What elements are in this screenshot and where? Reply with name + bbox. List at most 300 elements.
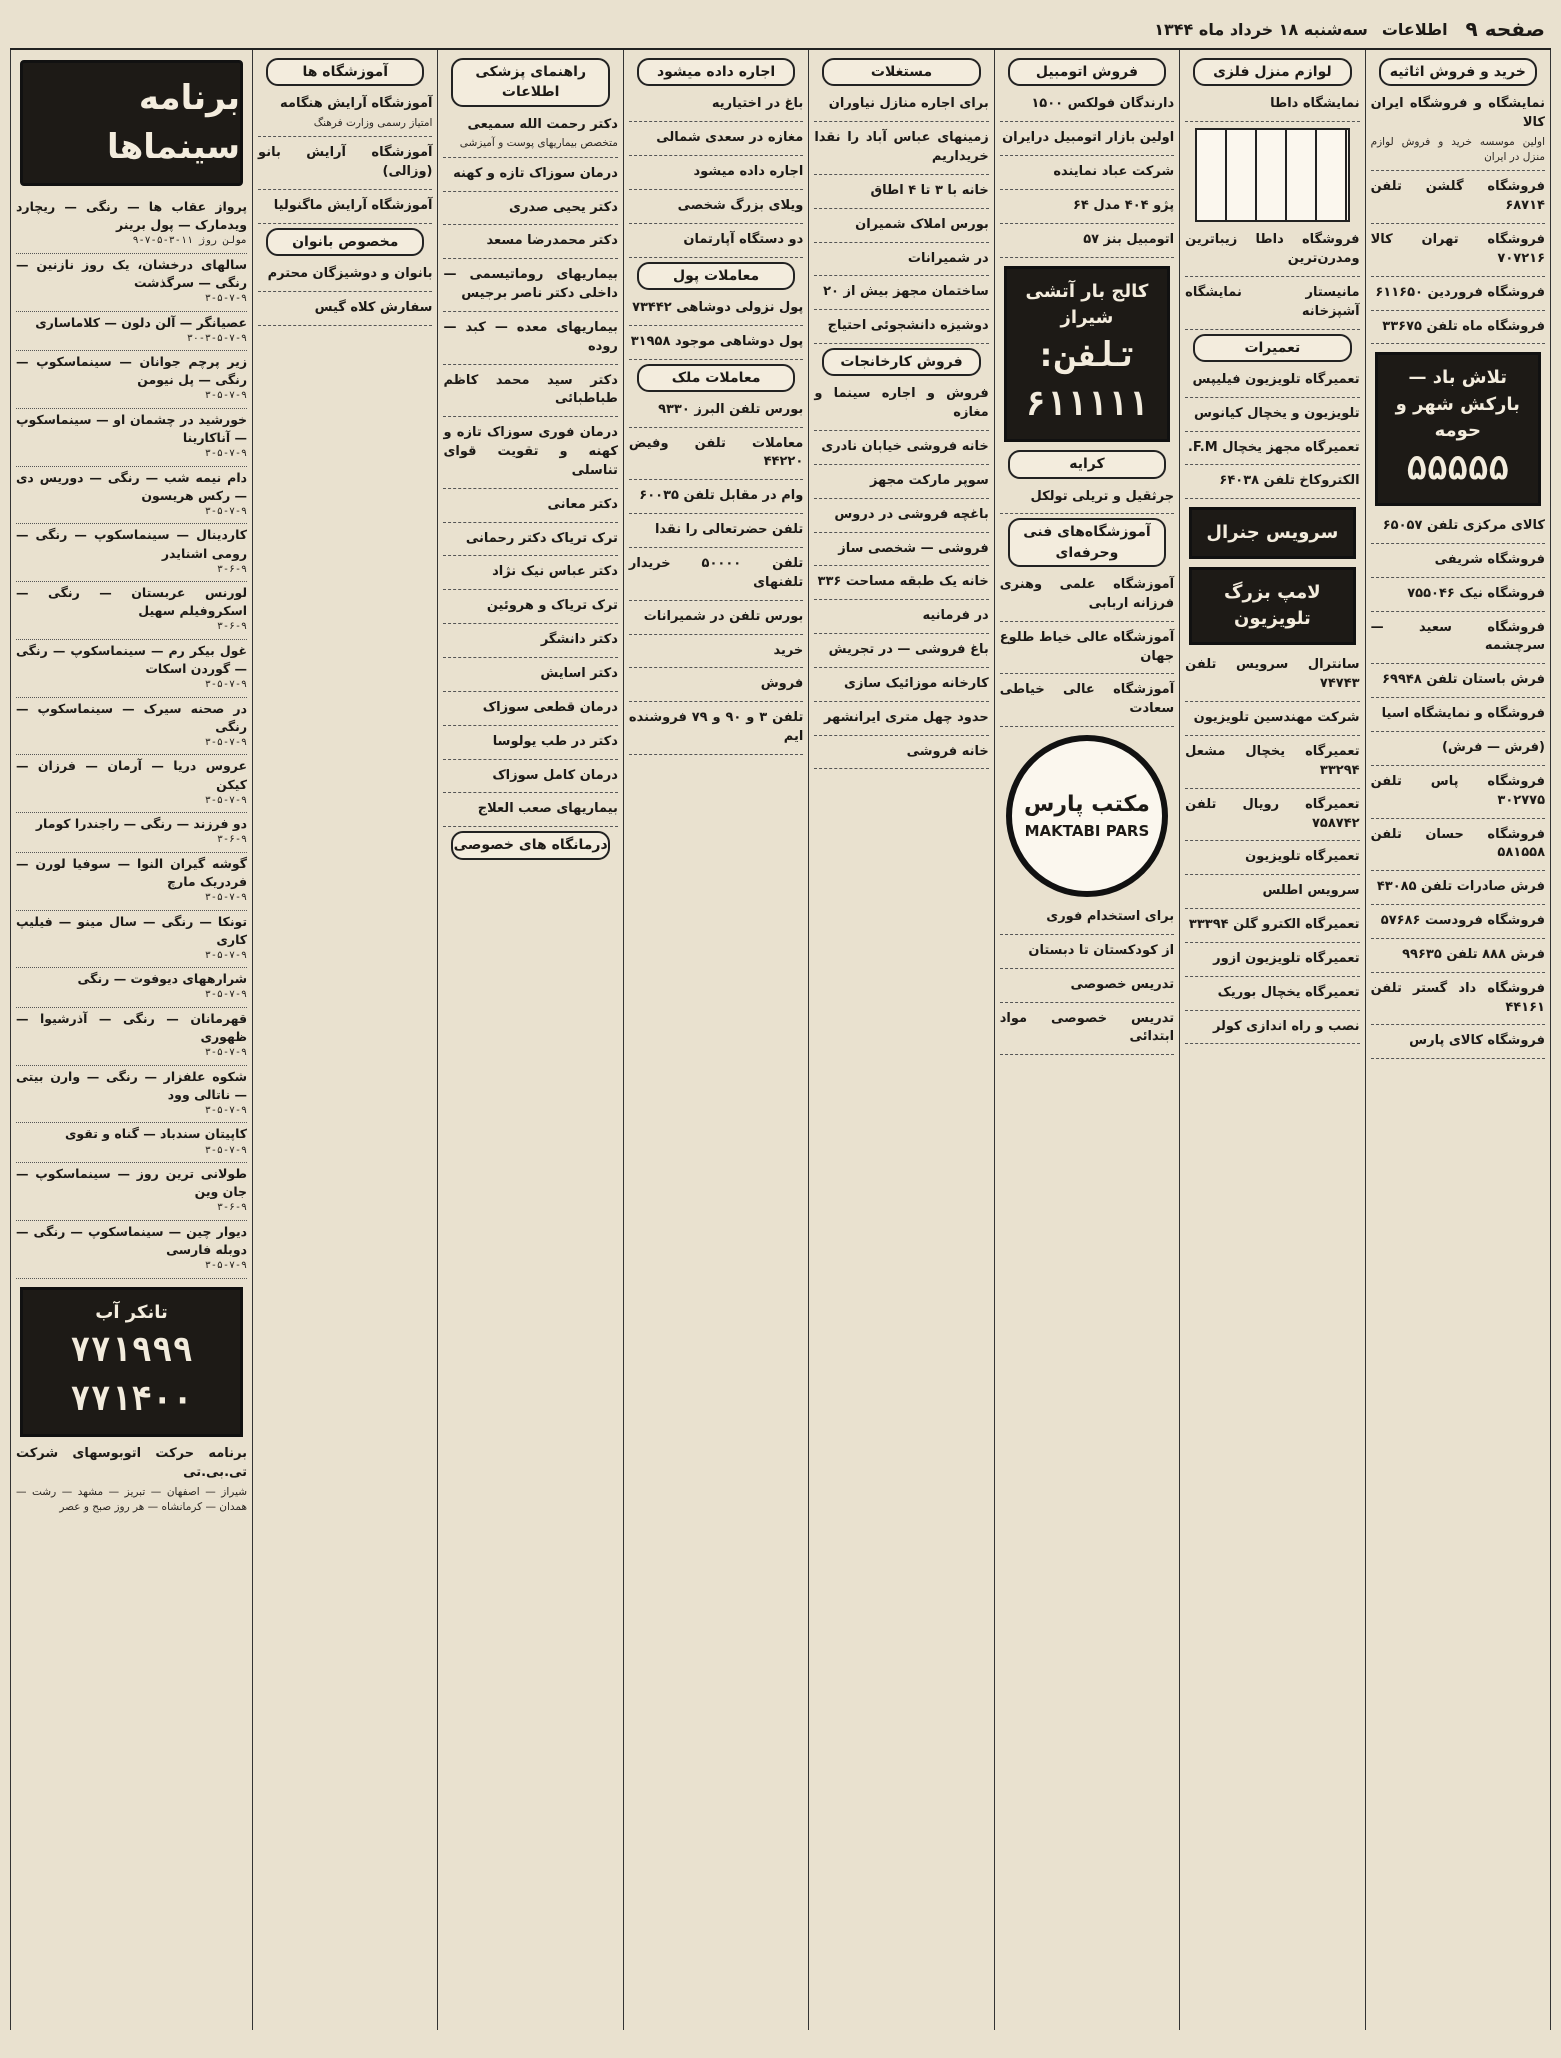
ad-title: تعمیرگاه الکترو گلن ۳۳۳۹۴	[1188, 917, 1360, 933]
boxed-ad	[1375, 352, 1541, 506]
ad-title: آموزشگاه عالی خیاط طلوع جهان	[999, 629, 1175, 664]
ad-title: فروشگاه پاس تلفن ۳۰۲۷۷۵	[1370, 773, 1545, 808]
column-repairs	[1179, 50, 1364, 2030]
film-title: دام نیمه شب — رنگی — دوریس دی — رکس هریسون	[15, 469, 248, 503]
ad-title: شرکت مهندسین تلویزیون	[1193, 710, 1360, 726]
film-times: ۳-۵-۷-۹	[204, 293, 248, 304]
classified-ad	[1000, 678, 1174, 727]
section-heading: کرایه	[1008, 450, 1166, 478]
film-title: عصیانگر — آلن دلون — کلاماساری	[35, 314, 248, 330]
classified-ad	[1000, 160, 1174, 190]
film-title: گوشه گیران النوا — سوفیا لورن — فردریک مارچ	[15, 855, 248, 889]
classified-ad	[1371, 548, 1545, 578]
classified-ad	[814, 672, 988, 702]
ad-title: دوشیزه دانشجوئی احتیاج	[827, 318, 989, 334]
ad-title: خانه فروشی	[906, 743, 989, 759]
ad-title: مانیستار نمایشگاه آشپزخانه	[1185, 284, 1360, 319]
classified-ad	[1000, 228, 1174, 258]
classified-ad	[443, 229, 617, 259]
ad-title: باغچه فروشی در دروس	[834, 506, 989, 522]
classified-ad	[629, 92, 803, 122]
classified-ad	[258, 262, 432, 292]
film-title: خورشید در چشمان او — سینماسکوپ — آناکارینا	[15, 411, 248, 445]
bus-schedule-body: شیراز — اصفهان — تبریز — مشهد — رشت — همدان — کرمانشاه — هر روز صبح و عصر	[15, 1485, 248, 1514]
ad-title: تلفن حضرتعالی را نقدا	[654, 522, 804, 538]
boxed-ad-title: سرویس جنرال	[1206, 522, 1339, 544]
ad-title: فروشگاه سعید — سرچشمه	[1370, 619, 1545, 654]
film-listing	[16, 911, 247, 969]
ad-title: سوپر مارکت مجهز	[869, 472, 989, 488]
classified-ad	[1000, 626, 1174, 675]
boxed-ad-title: کالج بار آتشی شیراز	[1025, 280, 1149, 328]
classified-ad	[1371, 770, 1545, 819]
classified-ad	[629, 552, 803, 601]
ad-title: آموزشگاه آرایش بانو (وزالی)	[258, 145, 433, 180]
ad-title: فروشگاه نیک ۷۵۵۰۴۶	[1407, 585, 1545, 601]
classified-ad	[629, 672, 803, 702]
ad-title: زمینهای عباس آباد را نقدا خریداریم	[814, 130, 989, 164]
section-heading: معاملات پول	[637, 262, 795, 290]
classified-ad	[629, 518, 803, 548]
section-heading: مخصوص بانوان	[266, 228, 424, 256]
classified-ad	[1371, 702, 1545, 732]
film-title: لورنس عربستان — رنگی — اسکروفیلم سهیل	[15, 585, 248, 619]
classified-ad	[1371, 875, 1545, 905]
ad-title: ساختمان مجهز بیش از ۲۰	[823, 284, 989, 300]
ad-title: درمان کامل سوزاک	[492, 767, 618, 783]
ad-title: تعمیرگاه یخچال بوریک	[1217, 984, 1360, 1000]
classified-ad	[1185, 913, 1359, 943]
classified-ad	[1185, 92, 1359, 122]
ad-title: آموزشگاه آرایش هنگامه	[280, 96, 433, 112]
ad-title: تلفن ۵۰۰۰۰ خریدار تلفنهای	[628, 556, 804, 590]
classified-ad	[1185, 653, 1359, 702]
column-furniture	[1365, 50, 1550, 2030]
film-listing	[16, 351, 247, 409]
classified-ad	[814, 740, 988, 770]
ad-title: در فرمانیه	[922, 608, 989, 624]
ad-title: وام در مقابل تلفن ۶۰۰۳۵	[639, 488, 804, 504]
classified-ad	[1185, 845, 1359, 875]
ad-title: ترک تریاک دکتر رحمانی	[465, 530, 618, 546]
ad-title: دو دستگاه آپارتمان	[683, 231, 804, 247]
ad-title: بورس تلفن در شمیرانات	[643, 608, 804, 624]
classified-ad	[258, 296, 432, 326]
film-times: ۳-۶-۹	[216, 1202, 248, 1214]
classified-ad	[1185, 368, 1359, 398]
film-times: ۳۰-۳-۵-۷-۹	[186, 332, 248, 344]
ad-title: فروشگاه تهران کالا ۷۰۷۲۱۶	[1370, 232, 1545, 266]
ad-title: دکتر سید محمد کاظم طباطبائی	[443, 372, 618, 407]
film-times: ۳-۵-۷-۹	[204, 892, 248, 903]
film-listing	[16, 1066, 247, 1124]
paper-name: اطلاعات	[1381, 19, 1448, 39]
film-times: ۳-۵-۷-۹	[204, 989, 248, 1001]
section-heading: خرید و فروش اثاثیه	[1379, 58, 1537, 86]
water-tanker-title: تانکر آب	[95, 1301, 168, 1323]
film-title: تونکا — رنگی — سال مینو — فیلیپ کاری	[15, 913, 248, 947]
classified-ad	[258, 194, 432, 224]
ad-title: سانترال سرویس تلفن ۷۴۷۴۳	[1185, 657, 1360, 692]
ad-title: الکتروکاخ تلفن ۶۴۰۳۸	[1219, 473, 1360, 489]
classified-ad	[814, 92, 988, 122]
classified-ad	[814, 280, 988, 310]
section-heading: فروش اتومبیل	[1008, 58, 1166, 86]
ad-title: دکتر محمدرضا مسعد	[486, 233, 618, 249]
film-title: پرواز عقاب ها — رنگی — ریچارد ویدمارک — پول برینر	[15, 199, 248, 233]
boxed-ad-phone: تلفن: ۶۱۱۱۱۱	[1025, 334, 1149, 424]
ad-title: تعمیرگاه تلویزیون ازور	[1213, 950, 1360, 966]
ad-title: خانه فروشی خیابان نادری	[821, 439, 989, 455]
film-listing	[16, 813, 247, 853]
section-heading: راهنمای پزشکی اطلاعات	[451, 58, 609, 107]
ad-title: اجاره داده میشود	[693, 163, 804, 179]
ad-title: پول نزولی دوشاهی ۷۳۴۴۲	[632, 299, 804, 315]
ad-title: ویلای بزرگ شخصی	[677, 197, 804, 213]
classified-ad	[1371, 1029, 1545, 1059]
ad-title: دارندگان فولکس ۱۵۰۰	[1031, 96, 1175, 112]
classified-ad	[814, 435, 988, 465]
classified-ad	[814, 469, 988, 499]
ad-title: تعمیرگاه تلویزیون فیلیپس	[1192, 371, 1360, 387]
classified-ad	[814, 247, 988, 277]
boxed-ad-phone: ۵۵۵۵۵	[1406, 447, 1509, 488]
film-times: ۳-۵-۷-۹	[204, 505, 248, 517]
section-heading: درمانگاه های خصوصی	[451, 831, 609, 859]
film-title: دو فرزند — رنگی — راجندرا کومار	[35, 816, 248, 832]
ad-title: حدود چهل متری ایرانشهر	[823, 709, 989, 725]
ad-title: دکتر عباس نیک نژاد	[492, 564, 618, 580]
classified-ad	[814, 706, 988, 736]
classified-ad	[443, 527, 617, 557]
ad-title: دکتر اسایش	[540, 666, 618, 681]
classified-ad	[814, 503, 988, 533]
ad-title: فروشگاه گلشن تلفن ۶۸۷۱۴	[1370, 179, 1545, 214]
ad-title: فروشگاه و نمایشگاه اسیا	[1381, 706, 1545, 722]
ad-title: تعمیرگاه یخچال مشعل ۳۳۲۹۴	[1185, 744, 1360, 778]
ad-title: (فرش — فرش)	[1441, 739, 1545, 755]
classified-ad	[814, 126, 988, 175]
film-times: ۳-۵-۷-۹	[204, 1260, 248, 1271]
film-times: ۳-۶-۹	[216, 621, 248, 633]
classified-ad	[1371, 668, 1545, 698]
ad-title: فرش ۸۸۸ تلفن ۹۹۶۳۵	[1402, 946, 1545, 962]
classified-ad	[1185, 469, 1359, 499]
film-times: ۳-۵-۷-۹	[204, 794, 248, 806]
section-heading: تعمیرات	[1193, 334, 1351, 362]
ad-title: تلویزیون و یخچال کیانوس	[1193, 405, 1360, 421]
ad-title: فرش صادرات تلفن ۴۳۰۸۵	[1376, 879, 1545, 895]
boxed-ad	[1189, 507, 1355, 559]
classified-ad	[629, 228, 803, 258]
classified-ad	[443, 797, 617, 827]
ad-title: دکتر یحیی صدری	[509, 199, 618, 215]
ad-title: فروشی — شخصی ساز	[838, 540, 989, 556]
classified-ad	[1371, 736, 1545, 766]
column-real-estate	[808, 50, 993, 2030]
water-tanker-phone: ۷۷۱۹۹۹	[70, 1329, 193, 1370]
ad-title: درمان قطعی سوزاک	[482, 699, 618, 715]
ad-title: پژو ۴۰۴ مدل ۶۴	[1073, 197, 1175, 213]
ad-title: تعمیرگاه تلویزیون	[1245, 849, 1360, 865]
classified-ad	[629, 484, 803, 514]
ad-title: درمان فوری سوزاک تازه و کهنه و تقویت قوای تناسلی	[443, 425, 618, 478]
film-title: قهرمانان — رنگی — آذرشیوا — ظهوری	[15, 1010, 248, 1044]
classified-ad	[443, 560, 617, 590]
ad-title: دکتر در طب یولوسا	[492, 733, 618, 749]
classified-ad	[443, 263, 617, 312]
classified-ad	[443, 113, 617, 158]
section-heading: معاملات ملک	[637, 364, 795, 392]
film-times: ۳-۶-۹	[216, 834, 248, 846]
film-times: ۳-۵-۷-۹	[204, 679, 248, 691]
classified-ad	[443, 316, 617, 365]
ad-title: بانوان و دوشیزگان محترم	[267, 266, 433, 282]
masthead	[10, 10, 1551, 50]
classified-ad	[1371, 281, 1545, 311]
boxed-ad	[1189, 567, 1355, 645]
film-title: کاپیتان سندباد — گناه و تقوی	[64, 1126, 248, 1142]
classified-ad	[1371, 582, 1545, 612]
film-times: ۳-۵-۷-۹	[204, 736, 248, 748]
film-listing	[16, 409, 247, 467]
classified-ad	[1185, 793, 1359, 842]
ad-body: امتیاز رسمی وزارت فرهنگ	[313, 117, 433, 130]
film-title: شکوه علفزار — رنگی — وارن بیتی — ناتالی وود	[15, 1068, 248, 1102]
classified-ad	[443, 764, 617, 794]
classified-ad	[814, 638, 988, 668]
water-tanker-ad	[20, 1287, 243, 1438]
ad-title: ترک تریاک و هروئین	[486, 598, 618, 614]
classified-ad	[258, 141, 432, 190]
film-title: زیر پرچم جوانان — سینماسکوپ — رنگی — پل نیومن	[15, 354, 248, 388]
classified-ad	[814, 537, 988, 567]
film-title: کاردینال — سینماسکوپ — رنگی — رومی اشنایدر	[15, 527, 248, 561]
film-times: ۳-۵-۷-۹	[204, 1104, 248, 1116]
classified-ad	[629, 126, 803, 156]
classified-ad	[443, 369, 617, 418]
ad-title: کالای مرکزی تلفن ۶۵۰۵۷	[1382, 518, 1545, 534]
classified-ad	[443, 628, 617, 658]
ad-title: آموزشگاه عالی خیاطی سعادت	[999, 682, 1175, 717]
newspaper-page	[10, 10, 1551, 2038]
classified-ad	[814, 213, 988, 243]
film-times: ۳-۵-۷-۹	[204, 390, 248, 402]
boxed-ad	[1004, 266, 1170, 443]
classified-ad	[1371, 823, 1545, 872]
film-title: طولانی ترین روز — سینماسکوپ — جان وین	[15, 1166, 248, 1200]
film-listing	[16, 1163, 247, 1221]
film-times: ۳-۵-۷-۹	[204, 1047, 248, 1059]
ad-title: فروشگاه فروردین ۶۱۱۶۵۰	[1375, 284, 1545, 300]
ad-title: معاملات تلفن وفیض ۴۴۲۲۰	[628, 435, 804, 470]
ad-title: خانه یک طبقه مساحت ۳۳۶	[817, 574, 989, 590]
film-times: ۳-۵-۷-۹	[204, 1144, 248, 1156]
section-heading: اجاره داده میشود	[637, 58, 795, 86]
classified-ad	[1185, 706, 1359, 736]
classified-ad	[443, 421, 617, 489]
ad-title: دکتر دانشگر	[540, 632, 618, 648]
classified-ad	[1185, 436, 1359, 466]
film-listing	[16, 196, 247, 254]
classified-ad	[443, 162, 617, 192]
ad-title: آموزشگاه آرایش ماگنولیا	[273, 198, 433, 214]
classified-ad	[1371, 514, 1545, 544]
classified-ad	[629, 160, 803, 190]
ad-title: بیماریهای روماتیسمی — داخلی دکتر ناصر برجیس	[443, 267, 618, 302]
film-title: شرارههای دیوفوت — رنگی	[77, 971, 248, 987]
classified-ad	[443, 662, 617, 692]
classified-ad	[443, 493, 617, 523]
ad-title: شرکت عباد نماینده	[1053, 163, 1175, 179]
boxed-ad-title: تلاش باد — بارکش شهر و حومه	[1395, 367, 1520, 441]
ad-title: فروشگاه ماه تلفن ۳۳۶۷۵	[1382, 318, 1545, 334]
film-listing	[16, 312, 247, 352]
film-title: غول بیکر رم — سینماسکوپ — رنگی — گوردن اسکات	[15, 642, 248, 676]
water-tanker-phone: ۷۷۱۴۰۰	[70, 1378, 193, 1419]
section-heading: لوازم منزل فلزی	[1193, 58, 1351, 86]
film-times: ۳-۵-۷-۹	[204, 448, 248, 460]
film-listing	[16, 1221, 247, 1279]
classified-ad	[1185, 281, 1359, 330]
classified-ad	[443, 696, 617, 726]
ad-title: خانه با ۳ تا ۴ اطاق	[870, 182, 989, 198]
classified-ad	[629, 398, 803, 428]
classified-ad	[1371, 92, 1545, 171]
classified-ad	[629, 639, 803, 669]
classified-ad	[1371, 977, 1545, 1026]
film-times: ۳-۶-۹	[216, 563, 248, 575]
film-listing	[16, 640, 247, 698]
section-heading: مستغلات	[822, 58, 980, 86]
ad-title: فروش	[760, 676, 804, 692]
ad-title: اولین بازار اتومبیل درایران	[1002, 130, 1175, 146]
film-listing	[16, 582, 247, 640]
ad-title: سرویس اطلس	[1262, 883, 1360, 899]
film-title: دیوار چین — سینماسکوپ — رنگی — دوبله فارسی	[15, 1223, 248, 1257]
classified-ad	[1185, 879, 1359, 909]
issue-date: سه‌شنبه ۱۸ خرداد ماه ۱۳۴۴	[1154, 19, 1368, 39]
ad-title: جرثقیل و تریلی تولکل	[1030, 488, 1175, 504]
film-times: ۳-۵-۷-۹	[204, 949, 248, 961]
classified-ad	[629, 194, 803, 224]
classified-ad	[814, 382, 988, 431]
ad-title: نمایشگاه داطا	[1270, 96, 1360, 112]
logo-en: MAKTABI PARS	[1024, 822, 1150, 841]
film-listing	[16, 1008, 247, 1066]
ad-title: تعمیرگاه رویال تلفن ۷۵۸۷۴۲	[1185, 796, 1360, 831]
ad-title: آموزشگاه علمی وهنری فرزانه اربابی	[999, 577, 1175, 611]
classified-ad	[629, 432, 803, 481]
section-heading: آموزشگاه ها	[266, 58, 424, 86]
ad-title: تعمیرگاه مجهز یخچال F.M.	[1187, 439, 1360, 455]
ad-title: نصب و راه اندازی کولر	[1212, 1018, 1360, 1034]
classified-ad	[1371, 616, 1545, 665]
film-listing	[16, 254, 247, 312]
column-cars	[994, 50, 1179, 2030]
ad-title: فروش و اجاره سینما و مغازه	[814, 386, 989, 421]
classified-ad	[1000, 485, 1174, 515]
classified-ad	[1000, 939, 1174, 969]
classified-ad	[814, 604, 988, 634]
classified-ad	[1000, 92, 1174, 122]
ad-title: بیماریهای صعب العلاج	[477, 801, 618, 817]
classified-ad	[1185, 402, 1359, 432]
classified-ad	[258, 92, 432, 137]
ad-title: درمان سوزاک تازه و کهنه	[453, 165, 618, 181]
ad-title: دکتر رحمت الله سمیعی	[467, 116, 618, 132]
classified-ad	[443, 594, 617, 624]
film-listing	[16, 968, 247, 1008]
column-medical	[437, 50, 622, 2030]
ad-title: فروشگاه داطا زیباترین ومدرن‌ترین	[1185, 232, 1360, 266]
classified-ad	[629, 330, 803, 360]
classified-ad	[629, 706, 803, 755]
bus-schedule-title: برنامه حرکت اتوبوسهای شرکت تی.بی.تی	[15, 1446, 248, 1481]
ad-title: باغ در اختیاریه	[711, 96, 804, 112]
classified-ad	[1371, 943, 1545, 973]
ad-title: تدریس خصوصی مواد ابتدائی	[999, 1010, 1175, 1045]
ad-title: فروشگاه حسان تلفن ۵۸۱۵۵۸	[1370, 826, 1545, 861]
ad-title: فرش باستان تلفن ۶۹۹۴۸	[1382, 672, 1545, 688]
classified-ad	[1000, 194, 1174, 224]
ad-title: برای استخدام فوری	[1046, 909, 1175, 925]
ad-body: اولین موسسه خرید و فروش لوازم منزل در ایران	[1370, 135, 1545, 164]
classified-ad	[629, 605, 803, 635]
ad-title: بیماریهای معده — کبد — روده	[443, 319, 618, 354]
ad-title: نمایشگاه و فروشگاه ایران کالا	[1370, 96, 1545, 131]
ad-title: بورس تلفن البرز ۹۳۳۰	[658, 401, 804, 417]
classified-ad	[814, 570, 988, 600]
logo-fa: مکتب پارس	[1024, 792, 1150, 818]
classified-ad	[814, 314, 988, 344]
classified-ad	[1000, 905, 1174, 935]
cinema-banner: برنامه سینماها	[20, 60, 243, 186]
ad-columns	[10, 50, 1551, 2030]
film-times: مولن روژ ۱۱-۳-۵-۷-۹	[132, 235, 248, 247]
column-schools	[252, 50, 437, 2030]
ad-title: فروشگاه فرودست ۵۷۶۸۶	[1380, 913, 1545, 929]
kitchen-cabinet-image	[1195, 128, 1349, 222]
ad-title: اتومبیل بنز ۵۷	[1083, 231, 1175, 247]
film-listing	[16, 1123, 247, 1163]
classified-ad	[629, 296, 803, 326]
ad-title: در شمیرانات	[907, 250, 989, 266]
ad-title: پول دوشاهی موجود ۳۱۹۵۸	[630, 333, 804, 349]
film-title: سالهای درخشان، یک روز نازنین — رنگی — سرگذشت	[15, 256, 248, 290]
boxed-ad-title: لامپ بزرگ تلویزیون	[1224, 582, 1321, 630]
column-rentals	[623, 50, 808, 2030]
ad-title: مغازه در سعدی شمالی	[656, 130, 804, 146]
ad-title: تدریس خصوصی	[1070, 976, 1175, 992]
film-listing	[16, 698, 247, 756]
section-heading: آموزشگاه‌های فنی وحرفه‌ای	[1008, 518, 1166, 567]
classified-ad	[1371, 315, 1545, 345]
ad-title: از کودکستان تا دبستان	[1028, 942, 1175, 958]
film-listing	[16, 755, 247, 813]
ad-title: تلفن ۳ و ۹۰ و ۷۹ فروشنده ایم	[628, 710, 804, 745]
classified-ad	[1185, 228, 1359, 277]
column-cinema	[10, 50, 252, 2030]
classified-ad	[443, 196, 617, 226]
classified-ad	[1000, 1007, 1174, 1056]
classified-ad	[1000, 973, 1174, 1003]
film-listing	[16, 853, 247, 911]
classified-ad	[443, 730, 617, 760]
ad-title: برای اجاره منازل نیاوران	[828, 96, 989, 112]
ad-title: بورس املاک شمیران	[855, 216, 989, 232]
film-listing	[16, 467, 247, 525]
